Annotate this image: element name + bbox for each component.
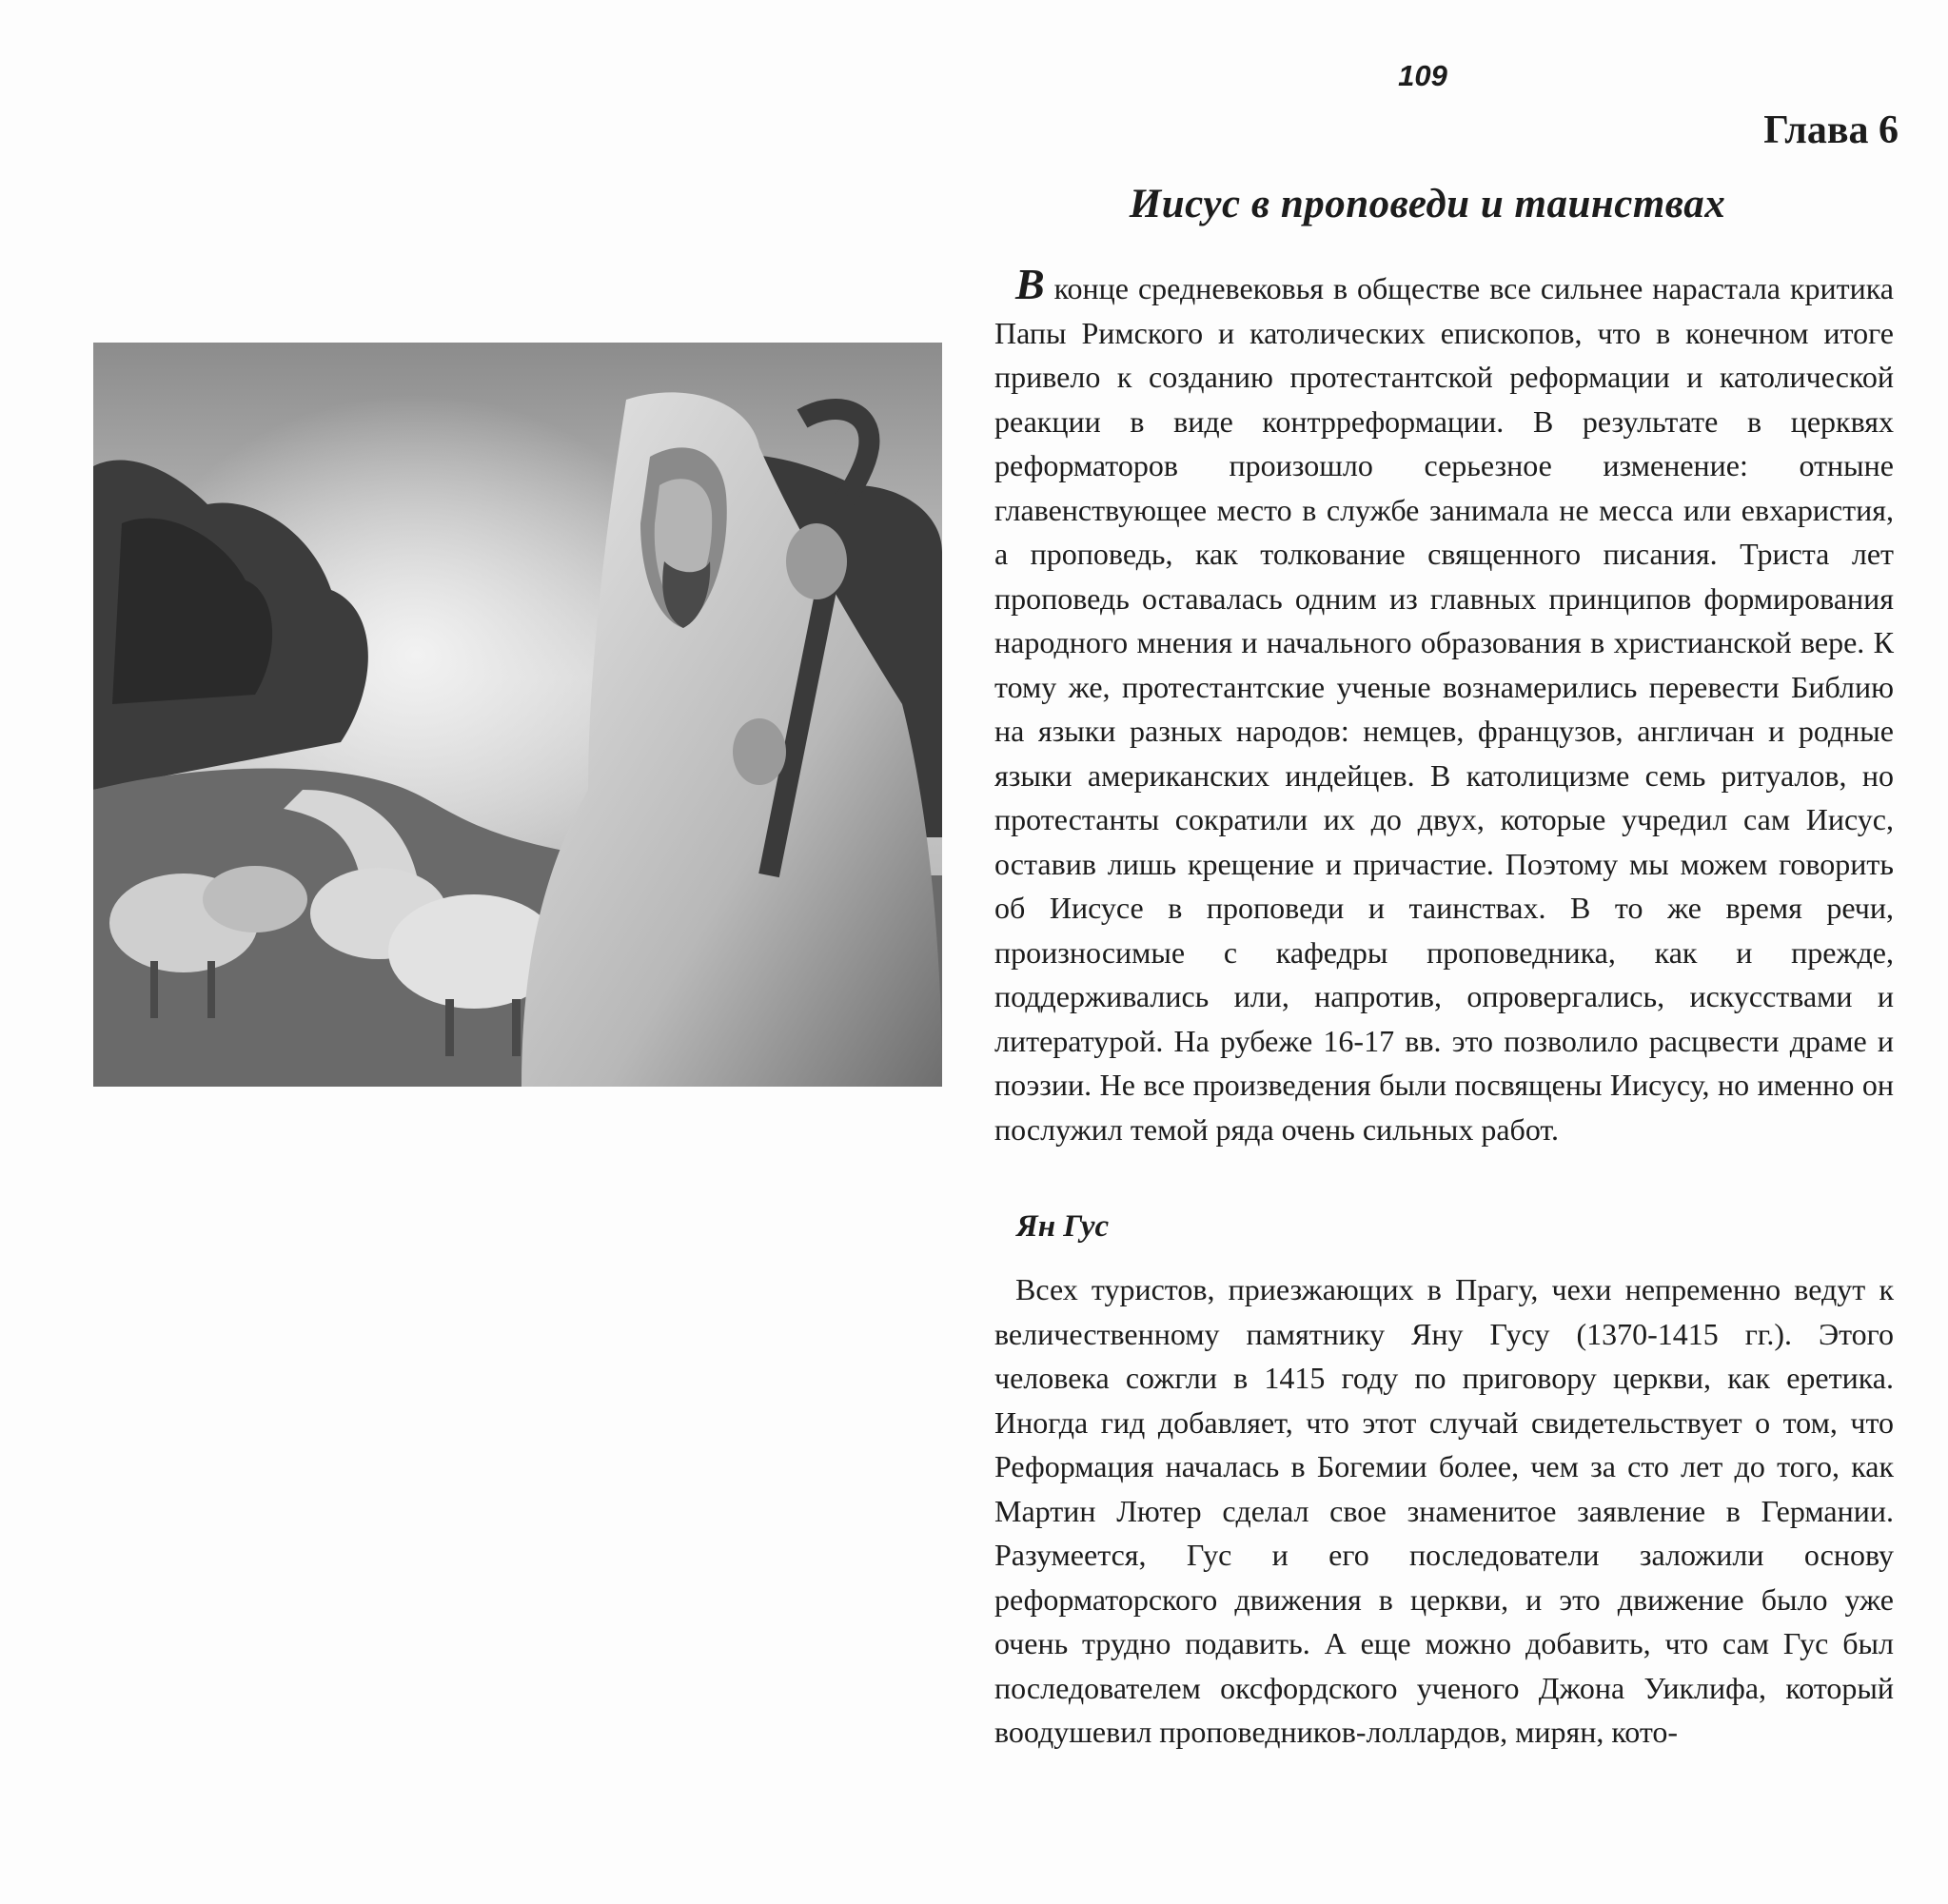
illustration-shepherd [93,343,942,1087]
paragraph-jan-hus-text: Всех туристов, приезжающих в Прагу, чехи непременно ведут к величественному памятнику Яну Гусу (1370-1415 гг.). Этого человека сожгли в 1415 году по приговору церкви, как еретика. Иногда гид добавляет, что этот случай свидетельствует о том, что Реформация началась в Богемии более, чем за сто лет до того, как Мартин Лютер сделал свое знаменитое заявление в Германии. Разумеется, Гус и его последователи заложили основу реформаторского движения в церкви, и это движение было уже очень трудно подавить. А еще можно добавить, что сам Гус был последователем оксфордского ученого Джона Уиклифа, который воодушевил проповедников-лоллардов, мирян, кото- [994,1272,1894,1749]
illustration-shepherd-drawing [93,343,942,1087]
chapter-heading: Глава 6 [1763,108,1899,152]
subheading-jan-hus: Ян Гус [1016,1209,1110,1244]
paragraph-intro [994,260,1894,1151]
page-number: 109 [1398,59,1447,92]
drop-cap: В [1015,260,1045,308]
paragraph-intro-body: конце средневековья в обществе все сильнее нарастала критика Папы Римского и католических епископов, что в конечном итоге привело к созданию протестантской реформации и католической реакции в виде контрреформации. В результате в церквях реформаторов произошло серьезное изменение: отныне главенствующее место в службе занимала не месса или евхаристия, а проповедь, как толкование священного писания. Триста лет проповедь оставалась одним из главных принципов формирования народного мнения и начального образования в христианской вере. К тому же, протестантские ученые вознамерились перевести Библию на языки разных народов: немцев, французов, англичан и родные языки американских индейцев. В католицизме семь ритуалов, но протестанты сократили их до двух, которые учредил сам Иисус, оставив лишь крещение и причастие. Поэтому мы можем говорить об Иисусе в проповеди и таинствах. В то же время речи, произносимые с кафедры проповедника, как и прежде, поддерживались или, напротив, опровергались, искусствами и литературой. На рубеже 16-17 вв. это позволило расцвести драме и поэзии. Не все произведения были посвящены Иисусу, но именно он послужил темой ряда очень сильных работ. [994,271,1894,1147]
section-title: Иисус в проповеди и таинствах [1129,182,1726,226]
paragraph-jan-hus [994,1267,1894,1755]
paragraph-intro-text [994,260,1894,1151]
